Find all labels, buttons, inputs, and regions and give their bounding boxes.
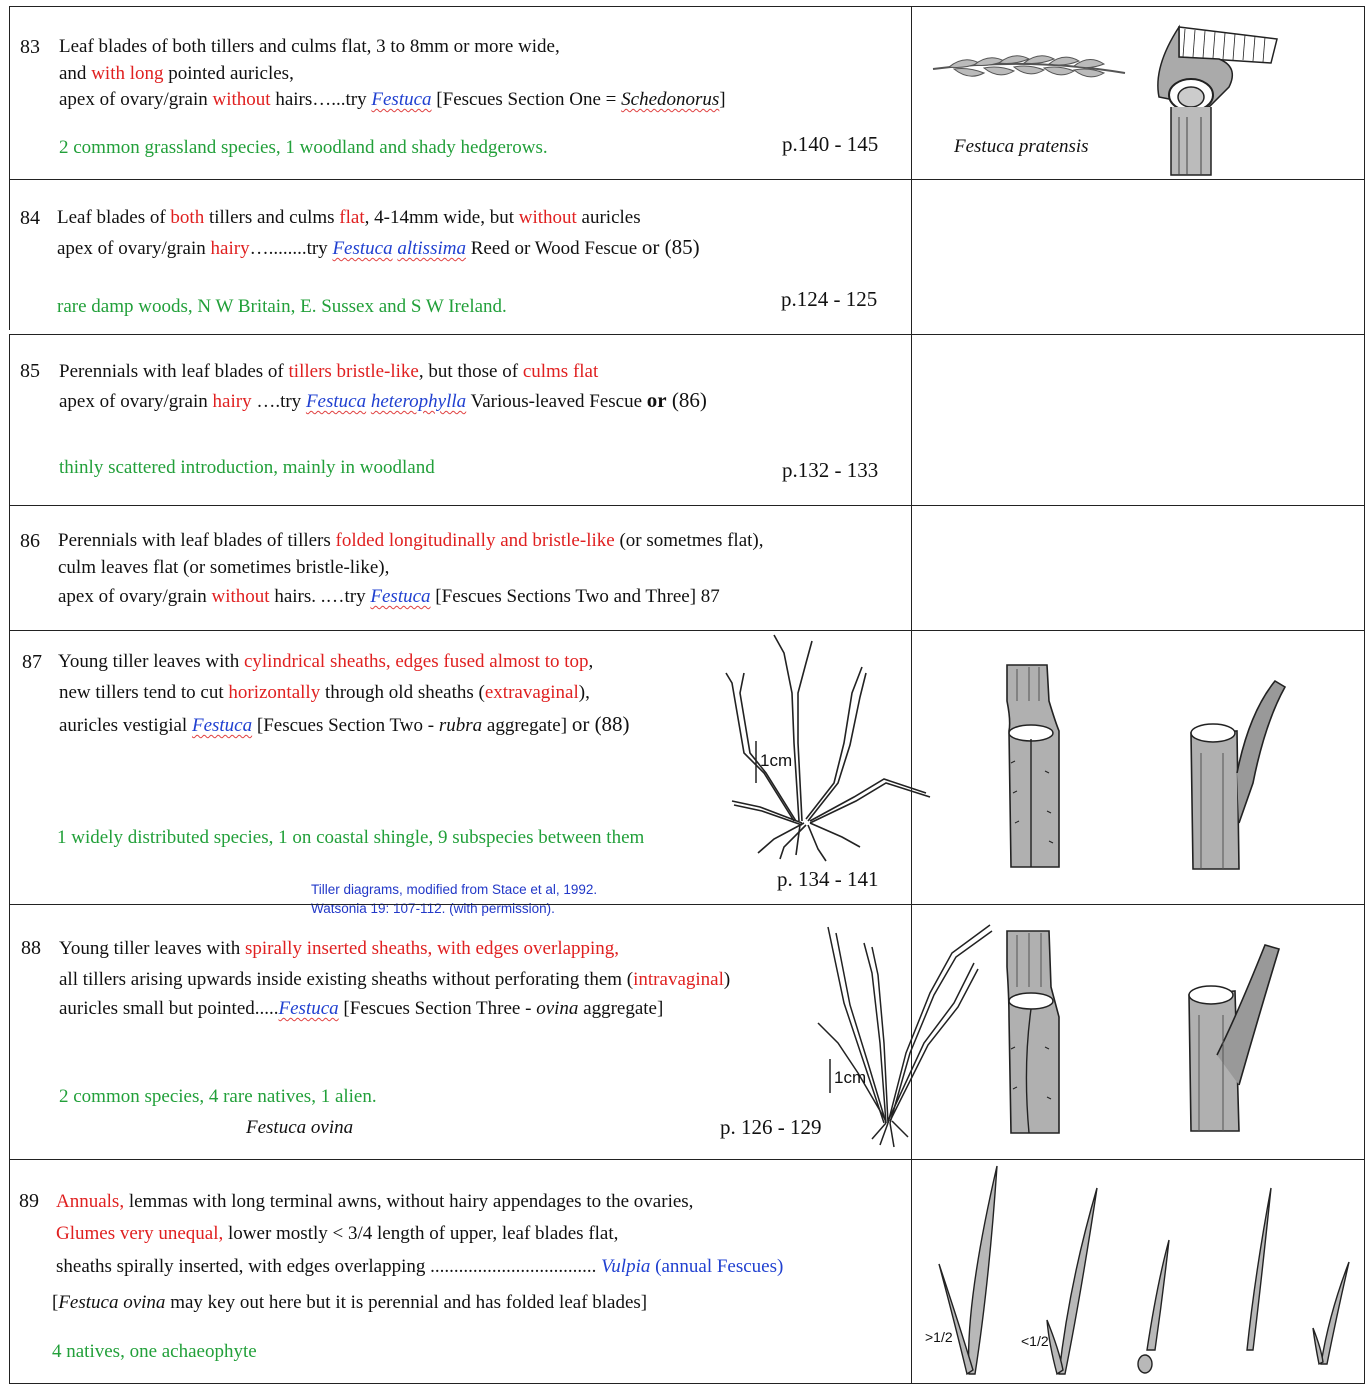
species-name: altissima xyxy=(397,238,466,259)
key-line: Young tiller leaves with spirally inserted sheaths, with edges overlapping, xyxy=(59,938,620,959)
key-line: apex of ovary/grain hairy…........try Festuca altissima Reed or Wood Fescue or (85) xyxy=(57,235,700,259)
key-line: auricles vestigial Festuca [Fescues Section Two - rubra aggregate] or (88) xyxy=(59,712,630,736)
key-line: apex of ovary/grain without hairs. .…try Festuca [Fescues Sections Two and Three] 87 xyxy=(58,586,720,607)
couplet-number: 83 xyxy=(20,36,40,58)
distribution-note: 2 common species, 4 rare natives, 1 alien. xyxy=(59,1086,377,1107)
species-name: heterophylla xyxy=(370,391,467,412)
genus-name: Festuca xyxy=(305,391,367,412)
glume-ratio-label: <1/2 xyxy=(1021,1333,1049,1349)
page-reference: p.124 - 125 xyxy=(781,287,878,311)
couplet-number: 88 xyxy=(21,937,41,959)
distribution-note: 1 widely distributed species, 1 on coastal shingle, 9 subspecies between them xyxy=(57,827,645,848)
key-line: Glumes very unequal, lower mostly < 3/4 length of upper, leaf blades flat, xyxy=(56,1223,619,1244)
glume-drawing xyxy=(919,1164,1359,1382)
key-line: and with long pointed auricles, xyxy=(59,63,294,84)
key-line: Young tiller leaves with cylindrical sheaths, edges fused almost to top, xyxy=(58,651,594,672)
sheath-drawing xyxy=(999,661,1069,871)
figure-caption: Festuca ovina xyxy=(246,1117,354,1138)
key-line: all tillers arising upwards inside existing sheaths without perforating them (intravaginal) xyxy=(59,969,731,990)
genus-name: Festuca xyxy=(371,89,432,110)
key-line: Leaf blades of both tillers and culms flat, 3 to 8mm or more wide, xyxy=(59,36,560,57)
couplet-number: 89 xyxy=(19,1190,39,1212)
genus-name: Festuca xyxy=(370,586,431,607)
leaf-spray-drawing xyxy=(929,47,1129,87)
key-row-84 xyxy=(9,179,1365,334)
page-reference: p.140 - 145 xyxy=(782,132,879,156)
key-row-85 xyxy=(9,334,1365,505)
sheath-drawing xyxy=(1179,673,1289,873)
key-line: Perennials with leaf blades of tillers folded longitudinally and bristle-like (or sometmes flat), xyxy=(58,530,764,551)
distribution-note: rare damp woods, N W Britain, E. Sussex and S W Ireland. xyxy=(57,296,507,317)
key-line: apex of ovary/grain hairy ….try Festuca heterophylla Various-leaved Fescue or (86) xyxy=(59,388,707,412)
genus-name: Festuca xyxy=(191,715,253,736)
genus-name: Vulpia xyxy=(601,1256,651,1277)
key-row-87 xyxy=(9,630,1365,904)
key-line: Leaf blades of both tillers and culms flat, 4-14mm wide, but without auricles xyxy=(57,207,641,228)
key-row-83 xyxy=(9,6,1365,179)
scale-bar-label: 1cm xyxy=(834,1068,867,1087)
couplet-number: 87 xyxy=(22,651,42,673)
key-row-86 xyxy=(9,505,1365,630)
key-line: [Festuca ovina may key out here but it is perennial and has folded leaf blades] xyxy=(52,1292,648,1313)
couplet-number: 85 xyxy=(20,360,40,382)
distribution-note: thinly scattered introduction, mainly in woodland xyxy=(59,457,435,478)
sheath-drawing xyxy=(1177,935,1289,1135)
key-line: sheaths spirally inserted, with edges overlapping ................................... Vulpia (annual Fescues) xyxy=(56,1256,784,1277)
glume-ratio-label: >1/2 xyxy=(925,1329,953,1345)
genus-name: Festuca xyxy=(278,998,339,1019)
tiller-plant-drawing xyxy=(714,633,944,865)
couplet-number: 86 xyxy=(20,530,40,552)
tiller-plant-drawing xyxy=(814,923,994,1151)
distribution-note: 4 natives, one achaeophyte xyxy=(52,1341,257,1362)
page-reference: p.132 - 133 xyxy=(782,458,879,482)
page-reference: p. 134 - 141 xyxy=(777,867,879,891)
genus-name: Festuca xyxy=(332,238,393,259)
figure-caption: Festuca pratensis xyxy=(954,136,1089,157)
scale-bar-label: 1cm xyxy=(760,751,793,770)
couplet-number: 84 xyxy=(20,207,40,229)
distribution-note: 2 common grassland species, 1 woodland and shady hedgerows. xyxy=(59,137,548,158)
key-line: auricles small but pointed.....Festuca [Fescues Section Three - ovina aggregate] xyxy=(59,998,664,1019)
figure-credit: Tiller diagrams, modified from Stace et al, 1992. Watsonia 19: 107-112. (with permission). xyxy=(305,880,601,920)
key-line: Annuals, lemmas with long terminal awns, without hairy appendages to the ovaries, xyxy=(56,1191,694,1212)
key-row-88 xyxy=(9,904,1365,1159)
auricle-drawing xyxy=(1149,17,1284,177)
key-line: Perennials with leaf blades of tillers bristle-like, but those of culms flat xyxy=(59,361,599,382)
key-line: apex of ovary/grain without hairs…...try Festuca [Fescues Section One = Schedonorus] xyxy=(59,89,726,110)
page-reference: p. 126 - 129 xyxy=(720,1115,822,1139)
sheath-drawing xyxy=(999,927,1069,1137)
genus-name: Schedonorus xyxy=(621,89,720,110)
key-row-89 xyxy=(9,1159,1365,1384)
key-line: new tillers tend to cut horizontally through old sheaths (extravaginal), xyxy=(59,682,590,703)
key-line: culm leaves flat (or sometimes bristle-like), xyxy=(58,557,390,578)
